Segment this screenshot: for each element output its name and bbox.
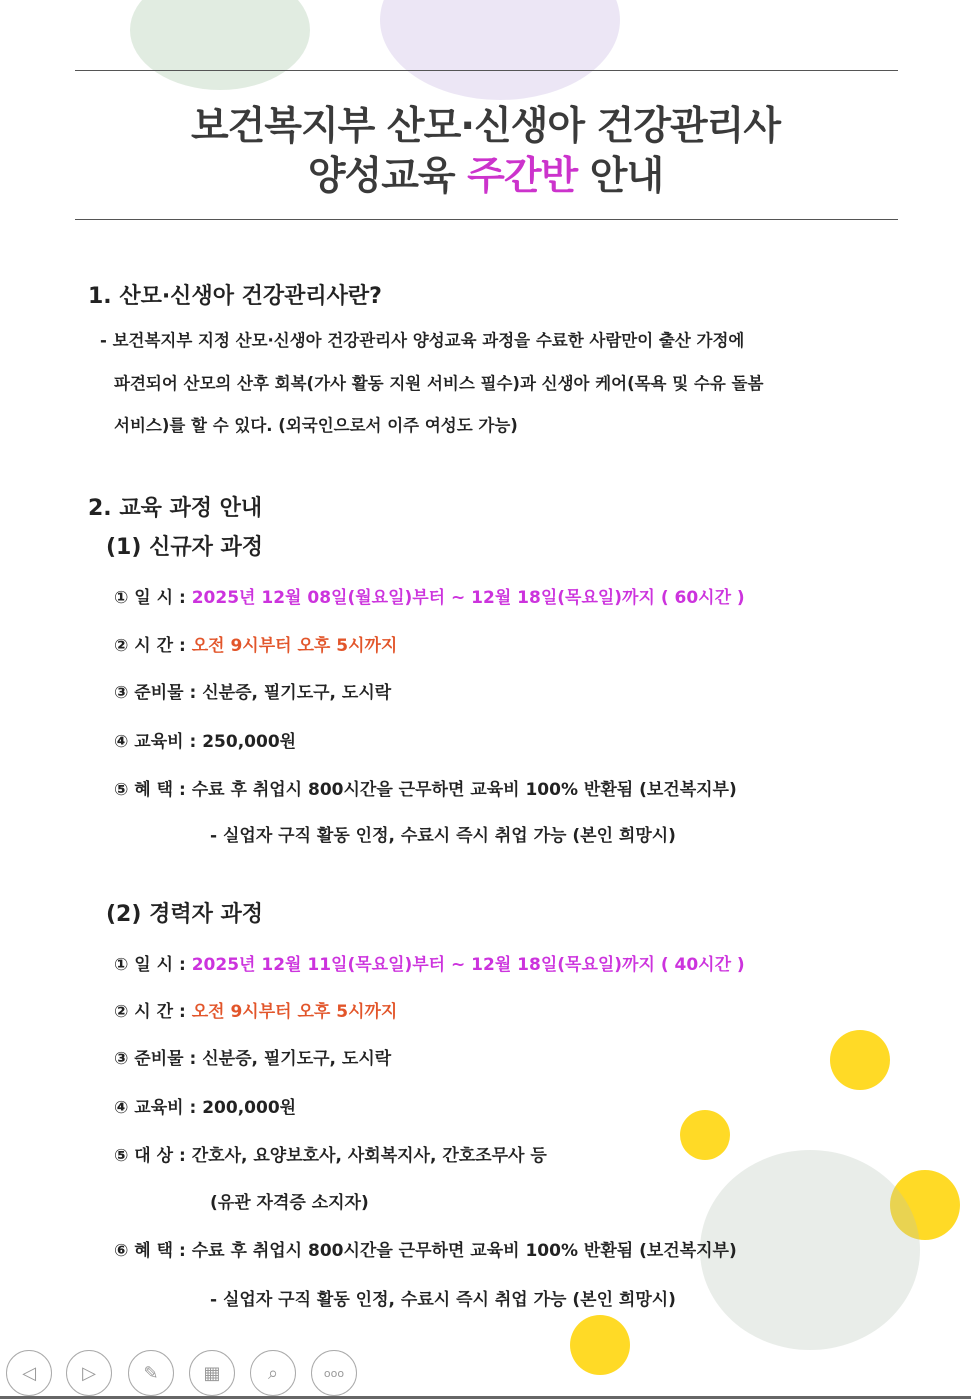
exp-benefit: ⑥ 혜 택 : 수료 후 취업시 800시간을 근무하면 교육비 100% 반환됨 (보건복지부) — [114, 1241, 737, 1261]
exp-items: ③ 준비물 : 신분증, 필기도구, 도시락 — [114, 1049, 392, 1069]
flower-decoration-top — [380, 0, 620, 100]
pen-icon: ✎ — [143, 1362, 159, 1384]
new-fee: ④ 교육비 : 250,000원 — [114, 732, 297, 752]
slides-overview-button[interactable] — [189, 1350, 235, 1396]
new-items: ③ 준비물 : 신분증, 필기도구, 도시락 — [114, 683, 392, 703]
new-time: ② 시 간 : 오전 9시부터 오후 5시까지 — [114, 636, 398, 656]
exp-target: ⑤ 대 상 : 간호사, 요양보호사, 사회복지사, 간호조무사 등 — [114, 1146, 547, 1166]
exp-time: ② 시 간 : 오전 9시부터 오후 5시까지 — [114, 1002, 398, 1022]
divider-bottom — [75, 219, 898, 220]
title-text: 안내 — [577, 154, 664, 199]
new-date: ① 일 시 : 2025년 12월 08일(월요일)부터 ~ 12월 18일(목요일)까지 ( 60시간 ) — [114, 588, 745, 608]
magnifier-icon: ⌕ — [267, 1362, 279, 1384]
title-text: 양성교육 — [307, 154, 468, 199]
section1-text: 서비스)를 할 수 있다. (외국인으로서 이주 여성도 가능) — [114, 416, 518, 435]
chevron-right-icon: ▷ — [82, 1362, 96, 1384]
section2-heading: 2. 교육 과정 안내 — [88, 496, 263, 521]
new-benefit: ⑤ 혜 택 : 수료 후 취업시 800시간을 근무하면 교육비 100% 반환됨 (보건복지부) — [114, 780, 737, 800]
zoom-button[interactable] — [250, 1350, 296, 1396]
exp-target-extra: (유관 자격증 소지자) — [210, 1193, 369, 1213]
new-course-heading: (1) 신규자 과정 — [106, 535, 263, 560]
leaf-decoration-top — [130, 0, 310, 90]
new-benefit-extra: - 실업자 구직 활동 인정, 수료시 즉시 취업 가능 (본인 희망시) — [210, 826, 676, 846]
experienced-course-heading: (2) 경력자 과정 — [106, 902, 263, 927]
flower-decoration-bottom — [570, 1315, 630, 1375]
flower-decoration-bottom — [830, 1030, 890, 1090]
more-options-button[interactable] — [311, 1350, 357, 1396]
section1-text: - 보건복지부 지정 산모·신생아 건강관리사 양성교육 과정을 수료한 사람만이 출산 가정에 — [100, 331, 745, 350]
prev-slide-button[interactable] — [6, 1350, 52, 1396]
chevron-left-icon: ◁ — [22, 1362, 36, 1384]
exp-date: ① 일 시 : 2025년 12월 11일(목요일)부터 ~ 12월 18일(목요일)까지 ( 40시간 ) — [114, 955, 745, 975]
section1-heading: 1. 산모·신생아 건강관리사란? — [88, 284, 382, 309]
section1-text: 파견되어 산모의 산후 회복(가사 활동 지원 서비스 필수)과 신생아 케어(목욕 및 수유 돌봄 — [114, 374, 764, 393]
next-slide-button[interactable] — [66, 1350, 112, 1396]
more-icon: ooo — [323, 1366, 345, 1380]
flower-decoration-bottom — [680, 1110, 730, 1160]
divider-top — [75, 70, 898, 71]
slides-icon: ▦ — [203, 1362, 221, 1384]
exp-benefit-extra: - 실업자 구직 활동 인정, 수료시 즉시 취업 가능 (본인 희망시) — [210, 1290, 676, 1310]
pen-button[interactable] — [128, 1350, 174, 1396]
title-highlight: 주간반 — [467, 154, 578, 199]
page-title-line2 — [0, 145, 971, 201]
exp-fee: ④ 교육비 : 200,000원 — [114, 1098, 297, 1118]
page-title-line1: 보건복지부 산모·신생아 건강관리사 — [190, 104, 781, 149]
